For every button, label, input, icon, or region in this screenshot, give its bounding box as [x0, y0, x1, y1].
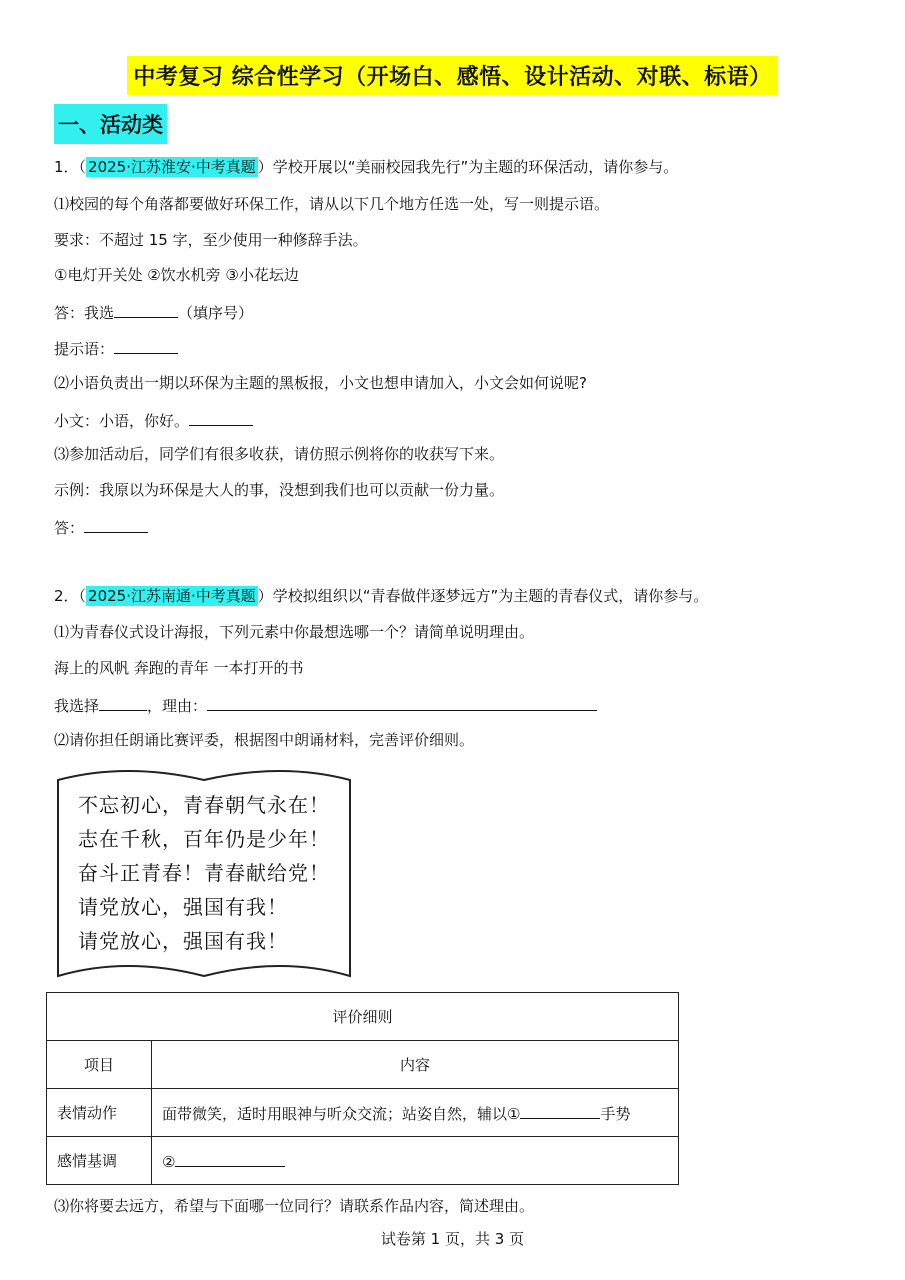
q2-part3: ⑶你将要去远方，希望与下面哪一位同行？请联系作品内容，简述理由。 — [54, 1197, 535, 1215]
q2-elements: 海上的风帆 奔跑的青年 一本打开的书 — [54, 659, 304, 677]
q1-answer1-label: 答：我选 — [54, 304, 115, 322]
table-cell-item: 表情动作 — [47, 1089, 152, 1137]
table-header-row — [47, 1041, 679, 1089]
q1-part1: ⑴校园的每个角落都要做好环保工作，请从以下几个地方任选一处，写一则提示语。 — [54, 195, 610, 213]
row2-blank[interactable] — [175, 1150, 285, 1167]
q1-header — [54, 157, 678, 177]
q1-answer3-blank[interactable] — [84, 516, 148, 533]
table-cell-item: 感情基调 — [47, 1137, 152, 1185]
q1-choice-blank[interactable] — [114, 301, 178, 318]
q1-options: ①电灯开关处 ②饮水机旁 ③小花坛边 — [54, 266, 299, 284]
q2-part1: ⑴为青春仪式设计海报，下列元素中你最想选哪一个？请简单说明理由。 — [54, 623, 535, 641]
q1-source-tag: 2025·江苏淮安·中考真题 — [88, 158, 256, 176]
q1-prompt-label: 提示语： — [54, 340, 115, 358]
section-heading: 一、活动类 — [54, 104, 167, 144]
q1-xiaowen-blank[interactable] — [189, 409, 253, 426]
q2-part2: ⑵请你担任朗诵比赛评委，根据图中朗诵材料，完善评价细则。 — [54, 731, 475, 749]
q2-intro: ）学校拟组织以“青春做伴逐梦远方”为主题的青春仪式，请你参与。 — [257, 587, 709, 605]
q2-choose-blank[interactable] — [99, 694, 147, 711]
row2-content-text: ② — [162, 1153, 176, 1171]
q1-part2: ⑵小语负责出一期以环保为主题的黑板报，小文也想申请加入，小文会如何说呢? — [54, 374, 587, 392]
table-title-row — [47, 993, 679, 1041]
q1-requirement: 要求：不超过 15 字，至少使用一种修辞手法。 — [54, 231, 368, 249]
poem-line: 不忘初心，青春朝气永在！ — [78, 793, 330, 817]
poem-line: 志在千秋，百年仍是少年！ — [78, 827, 330, 851]
q1-prompt-blank[interactable] — [114, 337, 178, 354]
page-title: 中考复习 综合性学习（开场白、感悟、设计活动、对联、标语） — [127, 56, 777, 95]
poem-line: 请党放心，强国有我！ — [78, 929, 288, 953]
row1-content-text: 面带微笑，适时用眼神与听众交流；站姿自然，辅以① — [162, 1104, 521, 1123]
table-row — [47, 1089, 679, 1137]
q1-answer1-note: （填序号） — [178, 304, 254, 322]
q1-xiaowen — [54, 409, 253, 431]
table-title: 评价细则 — [47, 993, 679, 1041]
q1-intro: ）学校开展以“美丽校园我先行”为主题的环保活动，请你参与。 — [257, 158, 679, 176]
q2-reason-label: ，理由： — [147, 697, 208, 715]
q2-source-tag: 2025·江苏南通·中考真题 — [88, 587, 256, 605]
poem-text — [78, 788, 330, 958]
table-header-item: 项目 — [47, 1041, 152, 1089]
q2-choose-label: 我选择 — [54, 697, 100, 715]
title-wrap — [0, 56, 905, 95]
q1-part3: ⑶参加活动后，同学们有很多收获，请仿照示例将你的收获写下来。 — [54, 445, 505, 463]
table-row — [47, 1137, 679, 1185]
q1-prompt — [54, 337, 178, 359]
q1-xiaowen-label: 小文：小语，你好。 — [54, 412, 190, 430]
table-header-content: 内容 — [152, 1041, 679, 1089]
q2-reason-blank[interactable] — [207, 694, 597, 711]
table-cell-content — [152, 1089, 679, 1137]
q1-example: 示例：我原以为环保是大人的事，没想到我们也可以贡献一份力量。 — [54, 481, 505, 499]
page-footer: 试卷第 1 页，共 3 页 — [380, 1230, 525, 1248]
poem-line: 请党放心，强国有我！ — [78, 895, 288, 919]
evaluation-table — [46, 992, 679, 1185]
row1-content-tail: 手势 — [600, 1104, 631, 1123]
q2-header — [54, 586, 708, 606]
poem-line: 奋斗正青春！青春献给党！ — [78, 861, 330, 885]
row1-blank[interactable] — [520, 1102, 600, 1119]
q1-answer3 — [54, 516, 148, 538]
q2-choose — [54, 694, 597, 716]
q1-answer1 — [54, 301, 253, 323]
q1-number: 1．（ — [54, 158, 87, 176]
q2-number: 2．（ — [54, 587, 87, 605]
table-cell-content — [152, 1137, 679, 1185]
q1-answer3-label: 答： — [54, 519, 85, 537]
